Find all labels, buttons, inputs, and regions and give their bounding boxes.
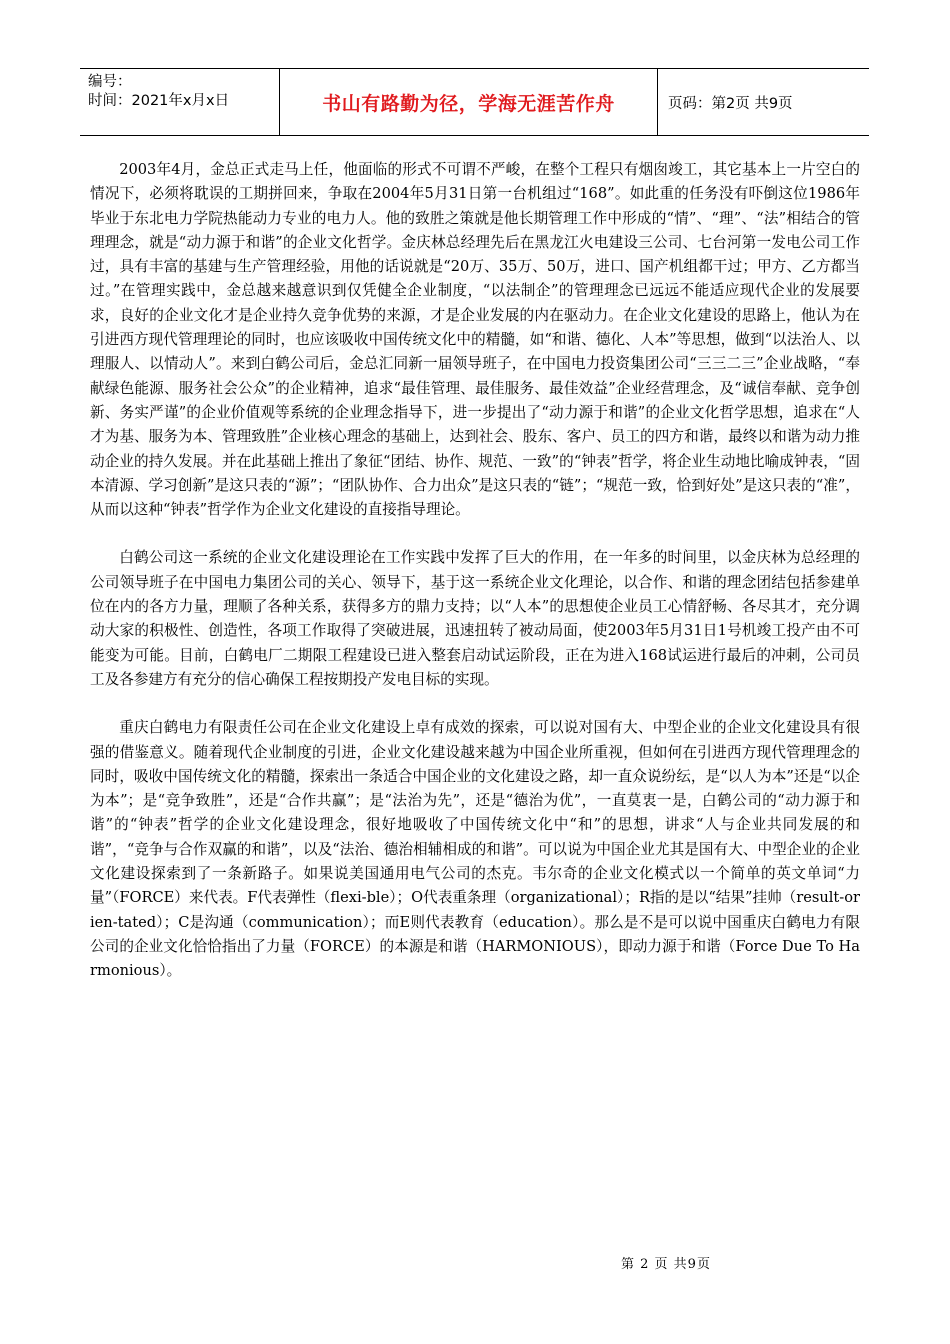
header-page-label: 页码：第2页 共9页: [668, 95, 793, 112]
document-time-label: 时间：2021年x月x日: [88, 93, 230, 109]
body-paragraph-1: 2003年4月，金总正式走马上任，他面临的形式不可谓不严峻，在整个工程只有烟囱竣工，其它基本上一片空白的情况下，必须将耽误的工期拼回来，争取在2004年5月31日第一台机组过“168”。如此重的任务没有吓倒这位1986年毕业于东北电力学院热能动力专业的电力人。他的致胜之策就是他长期管理工作中形成的“情”、“理”、“法”相结合的管理理念，就是“动力源于和谐”的企业文化哲学。金庆林总经理先后在黑龙江火电建设三公司、七台河第一发电公司工作过，具有丰富的基建与生产管理经验，用他的话说就是“20万、35万、50万，进口、国产机组都干过；甲方、乙方都当过。”在管理实践中，金总越来越意识到仅凭健全企业制度，“以法制企”的管理理念已远远不能适应现代企业的发展要求，良好的企业文化才是企业持久竞争优势的来源，才是企业发展的内在驱动力。在企业文化建设的思路上，他认为在引进西方现代管理理论的同时，也应该吸收中国传统文化中的精髓，如“和谐、德化、人本”等思想，做到“以法治人、以理服人、以情动人”。来到白鹤公司后，金总汇同新一届领导班子，在中国电力投资集团公司“三三二三”企业战略，“奉献绿色能源、服务社会公众”的企业精神，追求“最佳管理、最佳服务、最佳效益”企业经营理念，及“诚信奉献、竞争创新、务实严谨”的企业价值观等系统的企业理念指导下，进一步提出了“动力源于和谐”的企业文化哲学思想，追求在“人才为基、服务为本、管理致胜”企业核心理念的基础上，达到社会、股东、客户、员工的四方和谐，最终以和谐为动力推动企业的持久发展。并在此基础上推出了象征“团结、协作、规范、一致”的“钟表”哲学，将企业生动地比喻成钟表，“固本清源、学习创新”是这只表的“源”；“团队协作、合力出众”是这只表的“链”；“规范一致，恰到好处”是这只表的“准”，从而以这种“钟表”哲学作为企业文化建设的直接指导理论。: [90, 161, 860, 519]
page-header: [80, 68, 869, 136]
header-motto: 书山有路勤为径，学海无涯苦作舟: [280, 69, 658, 135]
body-paragraph-2: 白鹤公司这一系统的企业文化建设理论在工作实践中发挥了巨大的作用，在一年多的时间里，以金庆林为总经理的公司领导班子在中国电力集团公司的关心、领导下，基于这一系统企业文化理论，以合作、和谐的理念团结包括参建单位在内的各方力量，理顺了各种关系，获得多方的鼎力支持；以“人本”的思想使企业员工心情舒畅、各尽其才，充分调动大家的积极性、创造性，各项工作取得了突破进展，迅速扭转了被动局面，使2003年5月31日1号机竣工投产由不可能变为可能。目前，白鹤电厂二期限工程建设已进入整套启动试运阶段，正在为进入168试运进行最后的冲刺，公司员工及各参建方有充分的信心确保工程按期投产发电目标的实现。: [90, 549, 860, 688]
document-body: [90, 158, 860, 1008]
page-footer: 第 2 页 共9页: [621, 1257, 711, 1272]
header-meta: [80, 69, 280, 135]
body-paragraph-3: 重庆白鹤电力有限责任公司在企业文化建设上卓有成效的探索，可以说对国有大、中型企业的企业文化建设具有很强的借鉴意义。随着现代企业制度的引进，企业文化建设越来越为中国企业所重视，但如何在引进西方现代管理理念的同时，吸收中国传统文化的精髓，探索出一条适合中国企业的文化建设之路，却一直众说纷纭，是“以人为本”还是“以企为本”；是“竞争致胜”，还是“合作共赢”；是“法治为先”，还是“德治为优”，一直莫衷一是，白鹤公司的“动力源于和谐”的“钟表”哲学的企业文化建设理念，很好地吸收了中国传统文化中“和”的思想，讲求“人与企业共同发展的和谐”，“竞争与合作双赢的和谐”，以及“法治、德治相辅相成的和谐”。可以说为中国企业尤其是国有大、中型企业的企业文化建设探索到了一条新路子。如果说美国通用电气公司的杰克。韦尔奇的企业文化模式以一个简单的英文单词“力量”（FORCE）来代表。F代表弹性（flexi-ble）；O代表重条理（organizational）；R指的是以“结果”挂帅（result-orien-tated）；C是沟通（communication）；而E则代表教育（education）。那么是不是可以说中国重庆白鹤电力有限公司的企业文化恰恰指出了力量（FORCE）的本源是和谐（HARMONIOUS），即动力源于和谐（Force Due To Harmonious）。: [90, 719, 860, 980]
document-number-label: 编号：: [88, 74, 132, 90]
